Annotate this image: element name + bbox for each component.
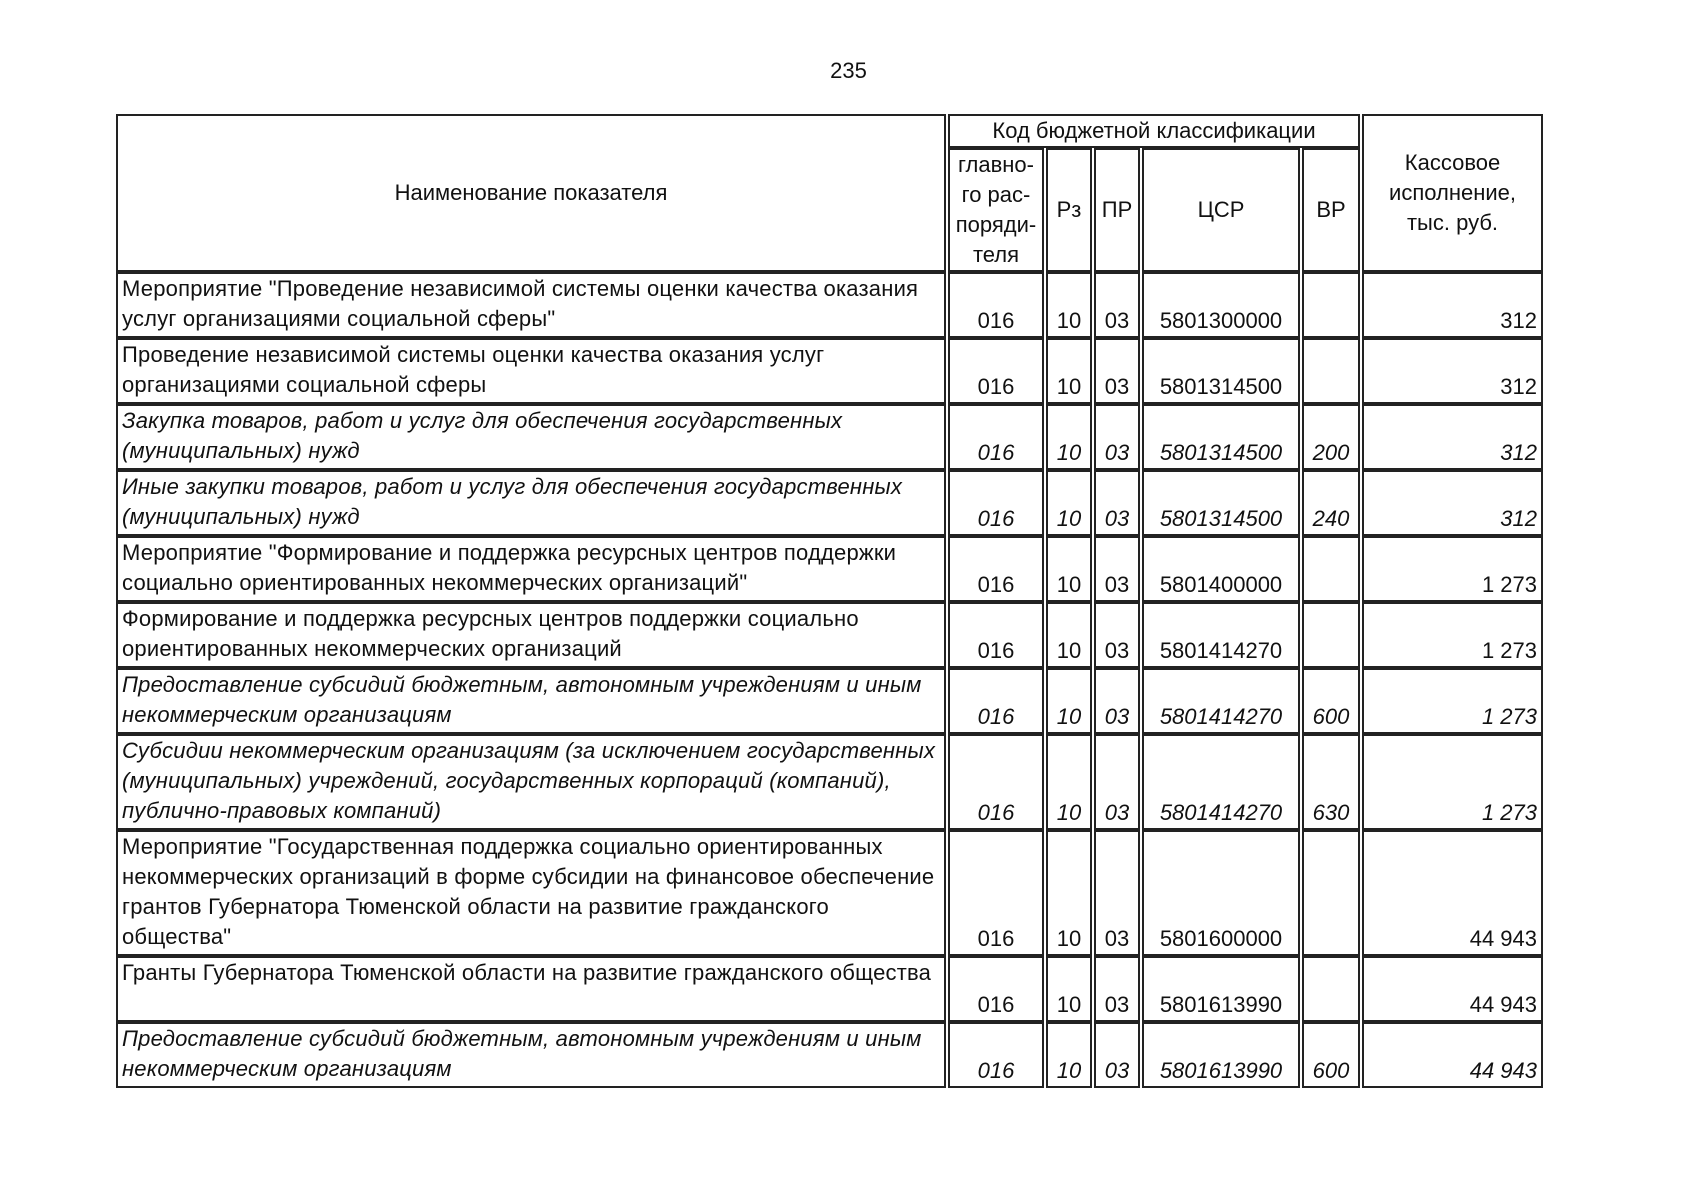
row-vr: 200: [1302, 404, 1360, 470]
row-rz: 10: [1046, 1022, 1092, 1088]
header-pr: ПР: [1094, 148, 1140, 272]
row-amount: 1 273: [1362, 734, 1543, 830]
row-amount: 1 273: [1362, 602, 1543, 668]
row-csr: 5801300000: [1142, 272, 1300, 338]
header-budget-classification-code: Код бюджетной классификации: [948, 114, 1360, 148]
row-pr: 03: [1094, 536, 1140, 602]
row-amount: 312: [1362, 470, 1543, 536]
row-pr: 03: [1094, 470, 1140, 536]
row-pr: 03: [1094, 668, 1140, 734]
row-amount: 44 943: [1362, 1022, 1543, 1088]
row-amount: 1 273: [1362, 668, 1543, 734]
row-name: Субсидии некоммерческим организациям (за исключением государственных (муниципальных) учреждений, государственных корпораций (компаний), публично-правовых компаний): [116, 734, 946, 830]
row-vr: [1302, 830, 1360, 956]
row-amount: 312: [1362, 338, 1543, 404]
row-csr: 5801613990: [1142, 956, 1300, 1022]
table-header: [116, 114, 1543, 272]
row-csr: 5801414270: [1142, 668, 1300, 734]
table-row: [116, 668, 1543, 734]
row-rz: 10: [1046, 956, 1092, 1022]
row-name: Мероприятие "Государственная поддержка социально ориентированных некоммерческих организаций в форме субсидии на финансовое обеспечение грантов Губернатора Тюменской области на развитие гражданского общества": [116, 830, 946, 956]
row-rz: 10: [1046, 734, 1092, 830]
row-pr: 03: [1094, 602, 1140, 668]
row-rz: 10: [1046, 602, 1092, 668]
table-row: [116, 1022, 1543, 1088]
row-main-administrator: 016: [948, 956, 1044, 1022]
row-amount: 312: [1362, 404, 1543, 470]
row-pr: 03: [1094, 338, 1140, 404]
row-pr: 03: [1094, 1022, 1140, 1088]
header-rz: Рз: [1046, 148, 1092, 272]
table-row: [116, 536, 1543, 602]
page-number: 235: [830, 58, 867, 83]
row-main-administrator: 016: [948, 536, 1044, 602]
row-name: Проведение независимой системы оценки качества оказания услуг организациями социальной сферы: [116, 338, 946, 404]
row-csr: 5801414270: [1142, 602, 1300, 668]
row-pr: 03: [1094, 734, 1140, 830]
row-vr: 240: [1302, 470, 1360, 536]
row-csr: 5801613990: [1142, 1022, 1300, 1088]
row-main-administrator: 016: [948, 404, 1044, 470]
table-row: [116, 338, 1543, 404]
row-name: Гранты Губернатора Тюменской области на развитие гражданского общества: [116, 956, 946, 1022]
row-amount: 44 943: [1362, 956, 1543, 1022]
row-vr: [1302, 338, 1360, 404]
row-csr: 5801314500: [1142, 404, 1300, 470]
row-csr: 5801314500: [1142, 470, 1300, 536]
row-csr: 5801414270: [1142, 734, 1300, 830]
row-rz: 10: [1046, 668, 1092, 734]
table-row: [116, 830, 1543, 956]
row-vr: 630: [1302, 734, 1360, 830]
row-name: Предоставление субсидий бюджетным, автономным учреждениям и иным некоммерческим организациям: [116, 668, 946, 734]
table-row: [116, 602, 1543, 668]
row-amount: 312: [1362, 272, 1543, 338]
row-vr: [1302, 956, 1360, 1022]
row-pr: 03: [1094, 956, 1140, 1022]
row-rz: 10: [1046, 536, 1092, 602]
table-row: [116, 272, 1543, 338]
row-rz: 10: [1046, 272, 1092, 338]
row-vr: 600: [1302, 668, 1360, 734]
row-name: Мероприятие "Формирование и поддержка ресурсных центров поддержки социально ориентированных некоммерческих организаций": [116, 536, 946, 602]
table-row: [116, 734, 1543, 830]
row-pr: 03: [1094, 272, 1140, 338]
row-name: Мероприятие "Проведение независимой системы оценки качества оказания услуг организациями социальной сферы": [116, 272, 946, 338]
row-name: Предоставление субсидий бюджетным, автономным учреждениям и иным некоммерческим организациям: [116, 1022, 946, 1088]
row-vr: [1302, 536, 1360, 602]
header-cash-execution: Кассовое исполнение, тыс. руб.: [1362, 114, 1543, 272]
row-main-administrator: 016: [948, 1022, 1044, 1088]
table-row: [116, 470, 1543, 536]
row-vr: 600: [1302, 1022, 1360, 1088]
row-amount: 44 943: [1362, 830, 1543, 956]
row-pr: 03: [1094, 404, 1140, 470]
row-rz: 10: [1046, 830, 1092, 956]
row-name: Формирование и поддержка ресурсных центров поддержки социально ориентированных некоммерческих организаций: [116, 602, 946, 668]
row-main-administrator: 016: [948, 272, 1044, 338]
row-main-administrator: 016: [948, 668, 1044, 734]
row-amount: 1 273: [1362, 536, 1543, 602]
row-main-administrator: 016: [948, 602, 1044, 668]
table-row: [116, 956, 1543, 1022]
row-pr: 03: [1094, 830, 1140, 956]
header-name: Наименование показателя: [116, 114, 946, 272]
header-csr: ЦСР: [1142, 148, 1300, 272]
row-main-administrator: 016: [948, 830, 1044, 956]
table-body: [116, 272, 1543, 1088]
row-main-administrator: 016: [948, 338, 1044, 404]
row-vr: [1302, 272, 1360, 338]
row-name: Иные закупки товаров, работ и услуг для обеспечения государственных (муниципальных) нужд: [116, 470, 946, 536]
table-row: [116, 404, 1543, 470]
row-rz: 10: [1046, 338, 1092, 404]
row-csr: 5801600000: [1142, 830, 1300, 956]
row-csr: 5801314500: [1142, 338, 1300, 404]
row-main-administrator: 016: [948, 470, 1044, 536]
header-main-administrator: главно-го рас-поряди-теля: [948, 148, 1044, 272]
budget-execution-table: [114, 114, 1545, 1088]
row-name: Закупка товаров, работ и услуг для обеспечения государственных (муниципальных) нужд: [116, 404, 946, 470]
row-rz: 10: [1046, 404, 1092, 470]
header-vr: ВР: [1302, 148, 1360, 272]
row-rz: 10: [1046, 470, 1092, 536]
row-csr: 5801400000: [1142, 536, 1300, 602]
row-vr: [1302, 602, 1360, 668]
row-main-administrator: 016: [948, 734, 1044, 830]
